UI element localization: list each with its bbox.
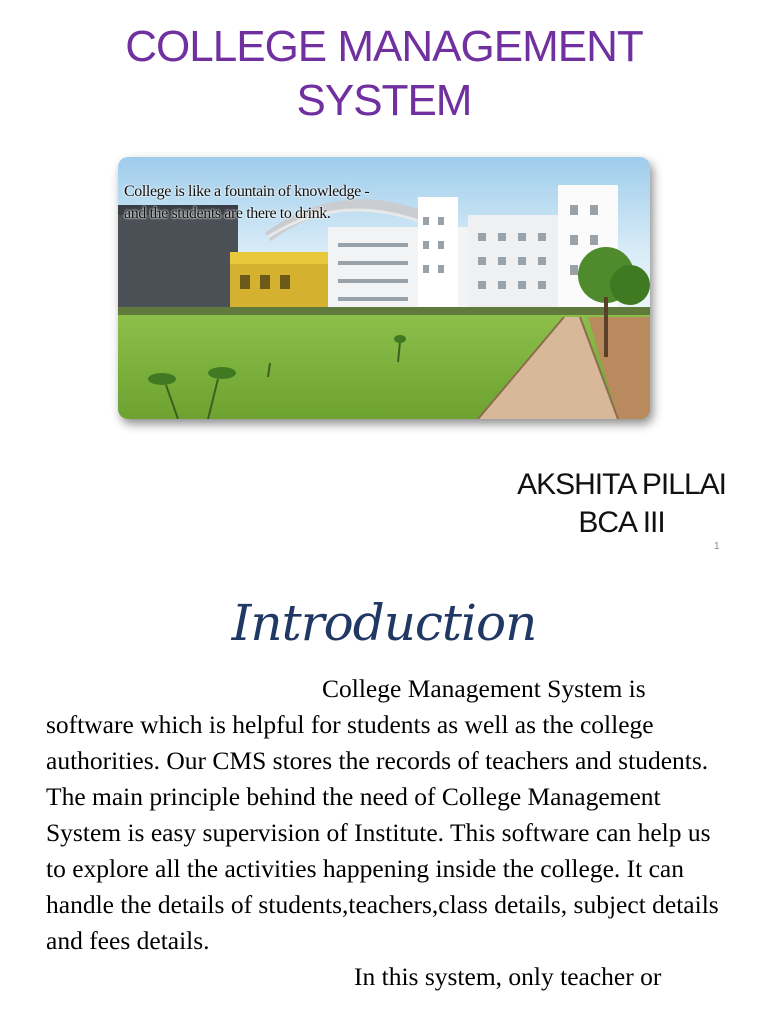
introduction-paragraph-2: In this system, only teacher or	[354, 962, 662, 991]
quote-line-2: and the students are there to drink.	[124, 205, 331, 222]
introduction-body	[46, 671, 726, 995]
slide-title: COLLEGE MANAGEMENT SYSTEM	[125, 22, 643, 125]
quote-line-1: College is like a fountain of knowledge -	[124, 183, 370, 200]
slide-number: 1	[714, 541, 720, 552]
author-class: BCA III	[578, 506, 665, 539]
author-name: AKSHITA PILLAI	[517, 468, 726, 501]
author-block	[517, 466, 726, 542]
campus-photo	[118, 157, 650, 419]
introduction-paragraph-1: College Management System is software which is helpful for students as well as the college authorities. Our CMS stores the records of teachers and students. The main principle behind the need of College Management System is easy supervision of Institute. This software can help us to explore all the activities happening inside the college. It can handle the details of students,teachers,class details, subject details and fees details.	[46, 674, 719, 955]
photo-quote	[124, 181, 369, 225]
introduction-heading: Introduction	[231, 594, 537, 652]
